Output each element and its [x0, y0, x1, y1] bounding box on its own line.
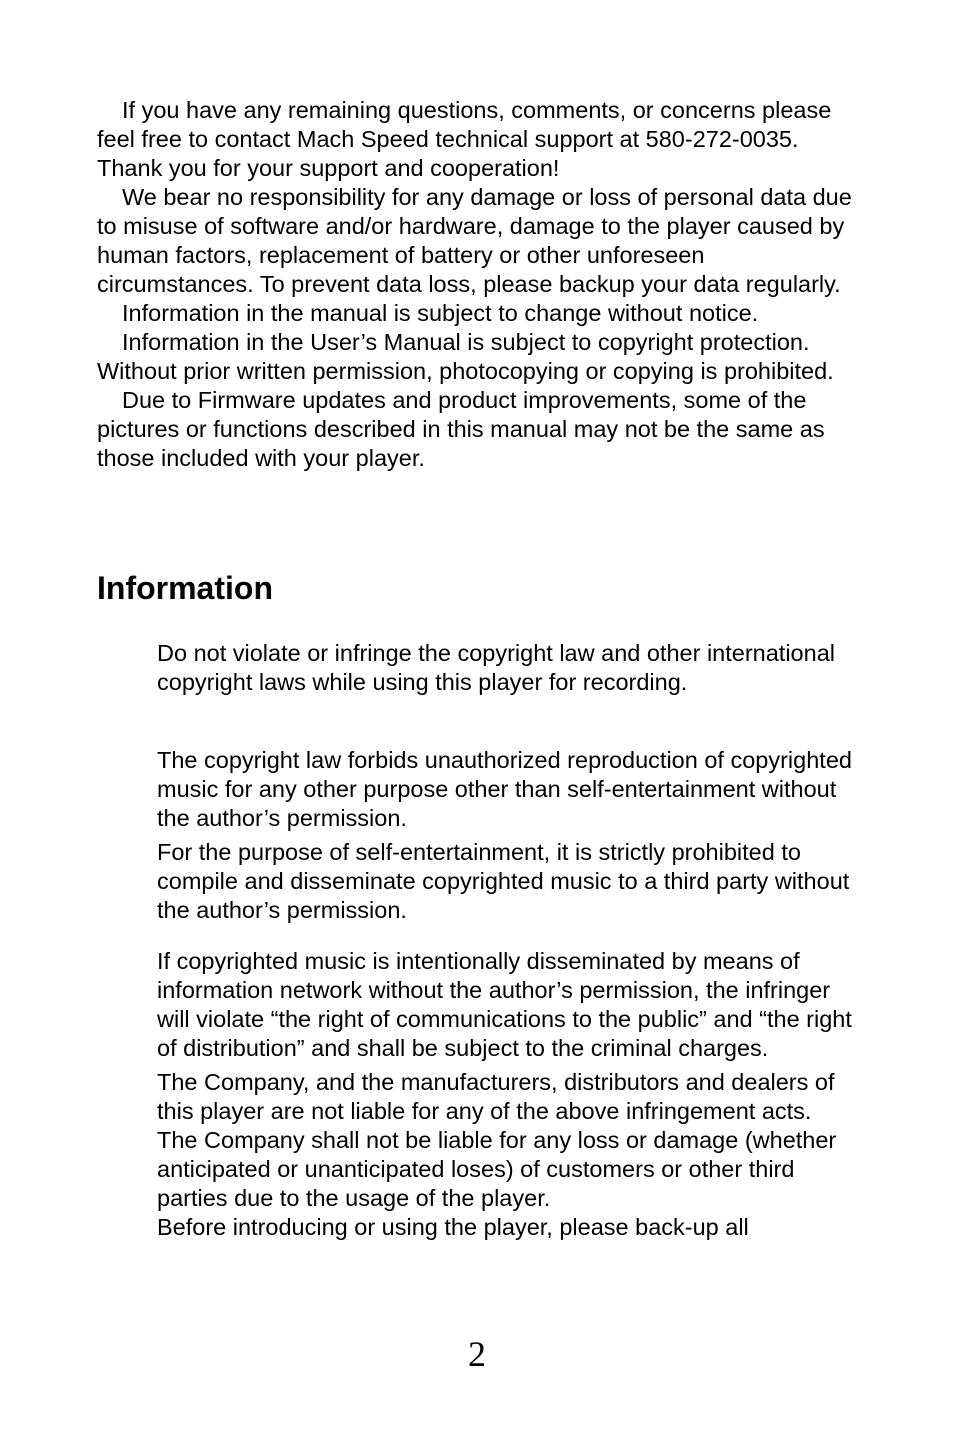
info-paragraph: For the purpose of self-entertainment, it is strictly prohibited to compile and disseminate copyrighted music to a third party without the author’s permission. [157, 839, 850, 923]
info-block-copyright-law [157, 639, 867, 697]
liability-paragraph: We bear no responsibility for any damage or loss of personal data due to misuse of software and/or hardware, damage to the player caused by human factors, replacement of battery or other unforeseen circumstances. To prevent data loss, please backup your data regularly. [97, 184, 852, 297]
info-paragraph: If copyrighted music is intentionally disseminated by means of information network without the author’s permission, the infringer will violate “the right of communications to the public” and “the right of distribution” and shall be subject to the criminal charges. [157, 948, 852, 1061]
intro-text [97, 96, 867, 473]
copyright-protection-paragraph: Information in the User’s Manual is subject to copyright protection. Without prior written permission, photocopying or copying is prohibited. [97, 329, 834, 384]
info-paragraph: Before introducing or using the player, please back-up all [157, 1214, 749, 1240]
info-paragraph: The copyright law forbids unauthorized reproduction of copyrighted music for any other purpose other than self-entertainment without the author’s permission. [157, 747, 852, 831]
section-heading: Information [97, 570, 273, 606]
support-contact-paragraph: If you have any remaining questions, comments, or concerns please feel free to contact Mach Speed technical support at 580-272-0035. Thank you for your support and cooperation! [97, 97, 832, 181]
info-paragraph: The Company shall not be liable for any loss or damage (whether anticipated or unanticipated loses) of customers or other third parties due to the usage of the player. [157, 1127, 837, 1211]
info-block-reproduction [157, 746, 867, 925]
change-notice-paragraph: Information in the manual is subject to change without notice. [122, 300, 759, 326]
page-number: 2 [468, 1334, 486, 1374]
info-paragraph: The Company, and the manufacturers, distributors and dealers of this player are not liable for any of the above infringement acts. [157, 1069, 835, 1124]
firmware-updates-paragraph: Due to Firmware updates and product improvements, some of the pictures or functions described in this manual may not be the same as those included with your player. [97, 387, 825, 471]
info-block-dissemination [157, 947, 867, 1242]
info-paragraph: Do not violate or infringe the copyright law and other international copyright laws while using this player for recording. [157, 640, 835, 695]
